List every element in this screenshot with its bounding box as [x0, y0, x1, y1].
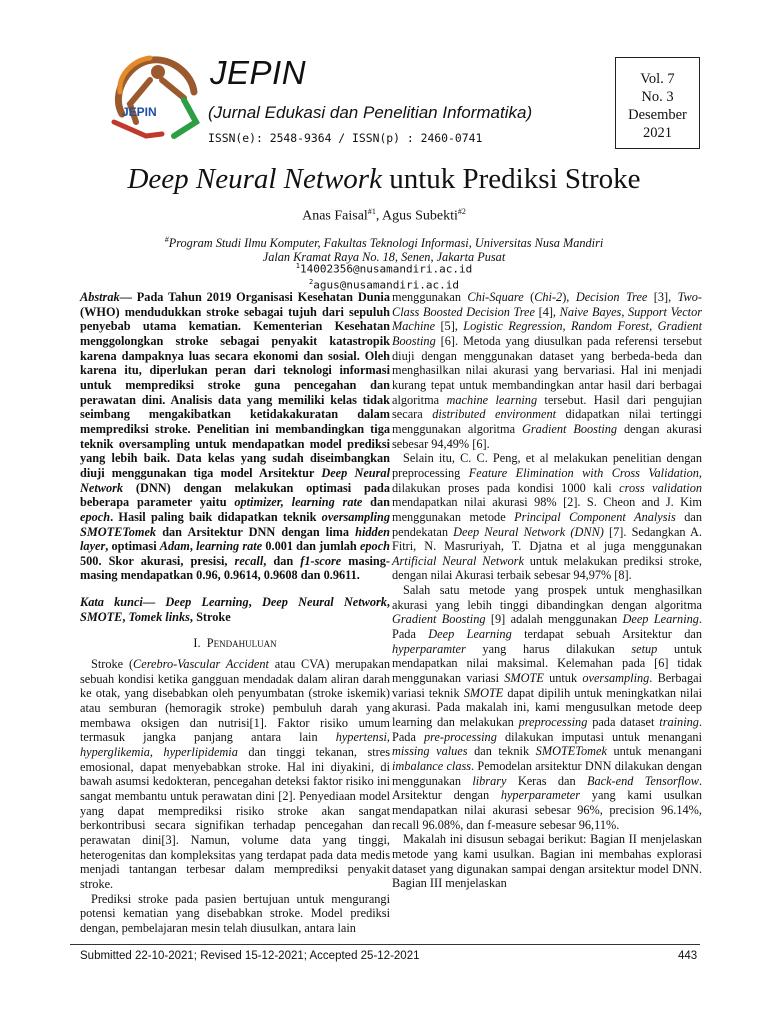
- left-column: [80, 290, 390, 936]
- affiliation-line-1: Program Studi Ilmu Komputer, Fakultas Teknologi Informasi, Universitas Nusa Mandiri: [168, 236, 604, 251]
- abstract-label: Abstrak: [80, 290, 120, 304]
- intro-paragraph-1: Stroke (Cerebro-Vascular Accident atau CVA) merupakan sebuah kondisi ketika gangguan mendadak dalam aliran darah ke otak, yang disebabkan oleh penyumbatan (stroke iskemik) atau semburan (hemoragik stroke) pembuluh darah yang membawa oksigen dan nutrisi[1]. Faktor risiko umum termasuk jangka panjang antara lain hypertensi, hyperglikemia, hyperlipidemia dan tinggi tekanan, stres emosional, dapat menyebabkan stroke. Hal ini diyakini, di bawah asumsi kedokteran, pencegahan deteksi faktor risiko ini sangat membantu untuk perawatan dini [2]. Penyediaan model yang dapat memprediksi risiko stroke akan sangat berkontribusi secara signifikan terhadap pencegahan dan perawatan dini[3]. Namun, volume data yang tinggi, heterogenitas dan kompleksitas yang terdapat pada data medis menjadi tantangan terbesar dalam memprediksi penyakit stroke.: [80, 657, 390, 891]
- logo-text: JEPIN: [122, 105, 157, 119]
- journal-name: JEPIN: [210, 54, 307, 91]
- author-2-mark: #2: [457, 207, 466, 216]
- intro-paragraph-2: Prediksi stroke pada pasien bertujuan untuk mengurangi potensi kematian yang disebabkan stroke. Model prediksi dengan, pembelajaran mesin telah diusulkan, antara lain: [80, 891, 390, 935]
- footer-rule: [70, 944, 700, 945]
- section-1-title: Pendahuluan: [206, 636, 277, 651]
- volume: Vol. 7: [640, 71, 675, 87]
- keywords-label: Kata kunci: [80, 595, 143, 610]
- section-heading-1: I. Pendahuluan: [193, 636, 277, 651]
- paper-title: [0, 163, 768, 196]
- issue-month: Desember: [628, 107, 687, 123]
- abstract: Abstrak— Pada Tahun 2019 Organisasi Kesehatan Dunia (WHO) mendudukkan stroke sebagai tujuh dari sepuluh penyebab utama kematian. Kementerian Kesehatan menggolongkan stroke sebagai penyakit katastropik karena dampaknya luas secara ekonomi dan sosial. Oleh karena itu, diperlukan peran dari teknologi informasi untuk memprediksi stroke guna pencegahan dan perawatan dini. Analisis data yang memiliki kelas tidak seimbang mengakibatkan ketidakakuratan dalam memprediksi stroke. Penelitian ini membandingkan tiga teknik oversampling untuk mendapatkan model prediksi yang lebih baik. Data kelas yang sudah diseimbangkan diuji menggunakan tiga model Arsitektur Deep Neural Network (DNN) dengan melakukan optimasi pada beberapa parameter yaitu optimizer, learning rate dan epoch. Hasil paling baik didapatkan teknik oversampling SMOTETomek dan Arsitektur DNN dengan lima hidden layer, optimasi Adam, learning rate 0.001 dan jumlah epoch 500. Skor akurasi, presisi, recall, dan f1-score masing-masing mendapatkan 0.96, 0.9614, 0.9608 dan 0.9611.: [80, 290, 390, 583]
- email-1-mark: 1: [295, 262, 301, 270]
- right-paragraph-4: Makalah ini disusun sebagai berikut: Bagian II menjelaskan metode yang kami usulkan. Bagian ini membahas explorasi dataset yang digunakan sampai dengan arsitektur model DNN. Bagian III menjelaskan: [392, 832, 702, 891]
- authors: [0, 207, 768, 225]
- right-paragraph-1: menggunakan Chi-Square (Chi-2), Decision Tree [3], Two-Class Boosted Decision Tree [4], Naive Bayes, Support Vector Machine [5], Logistic Regression, Random Forest, Gradient Boosting [6]. Metoda yang diusulkan pada referensi tersebut diuji dengan menggunakan dataset yang berbeda-beda dan menghasilkan nilai akurasi yang bervariasi. Hal ini menjadi kurang tepat untuk membandingkan antar hasil dari berbagai algoritma machine learning tersebut. Hasil dari pengujian secara distributed environment didapatkan nilai tertinggi menggunakan algoritma Gradient Boosting dengan akurasi sebesar 94,49% [6].: [392, 290, 703, 451]
- issue-number: No. 3: [641, 89, 674, 105]
- title-italic: Deep Neural Network: [127, 163, 382, 195]
- right-paragraph-3: Salah satu metode yang prospek untuk menghasilkan akurasi yang lebih tinggi dibandingkan dengan algoritma Gradient Boosting [9] adalah menggunakan Deep Learning. Pada Deep Learning terdapat sebuah Arsitektur dan hyperparamter yang harus dilakukan setup untuk mendapatkan nilai maksimal. Kelemahan pada [6] tidak menggunakan variasi SMOTE untuk oversampling. Berbagai variasi teknik SMOTE dapat dipilih untuk meningkatkan nilai akurasi. Pada makalah ini, kami mengusulkan metode deep learning dan melakukan preprocessing pada dataset training. Pada pre-processing dilakukan imputasi untuk menangani missing values dan teknik SMOTETomek untuk menangani imbalance class. Pemodelan arsitektur DNN dilakukan dengan menggunakan library Keras dan Back-end Tensorflow. Arsitektur dengan hyperparameter yang kami usulkan mendapatkan nilai akurasi sebesar 96%, precision 96.14%, recall 96.08%, dan f-measure sebesar 96,11%.: [392, 583, 703, 832]
- author-sep: ,: [375, 208, 383, 224]
- email-2-address[interactable]: agus@nusamandiri.ac.id: [313, 278, 459, 292]
- page-number: 443: [678, 950, 698, 962]
- right-paragraph-2: Selain itu, C. C. Peng, et al melakukan penelitian dengan preprocessing Feature Elimination with Cross Validation, dilakukan proses pada kondisi 1000 kali cross validation mendapatkan nilai akurasi 98% [2]. S. Cheon and J. Kim menggunakan metode Principal Component Analysis dan pendekatan Deep Neural Network (DNN) [7]. Sedangkan A. Fitri, N. Masruriyah, T. Djatna et al juga menggunakan Artificial Neural Network untuk melakukan prediksi stroke, dengan nilai Akurasi terbaik sebesar 94,97% [8].: [392, 451, 702, 583]
- right-column: [392, 290, 702, 891]
- keywords: Kata kunci— Deep Learning, Deep Neural Network, SMOTE, Tomek links, Stroke: [80, 595, 390, 624]
- affiliation-mark: #: [164, 235, 169, 244]
- affiliation: [0, 233, 768, 264]
- submission-dates: Submitted 22-10-2021; Revised 15-12-2021; Accepted 25-12-2021: [80, 950, 420, 962]
- author-1-mark: #1: [367, 207, 376, 216]
- email-1[interactable]: [0, 262, 768, 276]
- jepin-logo: [100, 52, 202, 140]
- affiliation-line-2: Jalan Kramat Raya No. 18, Senen, Jakarta Pusat: [262, 250, 506, 265]
- volume-box: [615, 57, 700, 149]
- journal-full-name: (Jurnal Edukasi dan Penelitian Informatika): [208, 103, 533, 122]
- author-1: Anas Faisal: [302, 208, 368, 224]
- issn: ISSN(e): 2548-9364 / ISSN(p) : 2460-0741: [208, 131, 483, 145]
- email-2-mark: 2: [309, 278, 314, 286]
- title-rest: untuk Prediksi Stroke: [381, 163, 641, 195]
- email-1-address[interactable]: 14002356@nusamandiri.ac.id: [300, 262, 473, 276]
- issue-year: 2021: [643, 125, 672, 141]
- author-2: Agus Subekti: [382, 208, 458, 224]
